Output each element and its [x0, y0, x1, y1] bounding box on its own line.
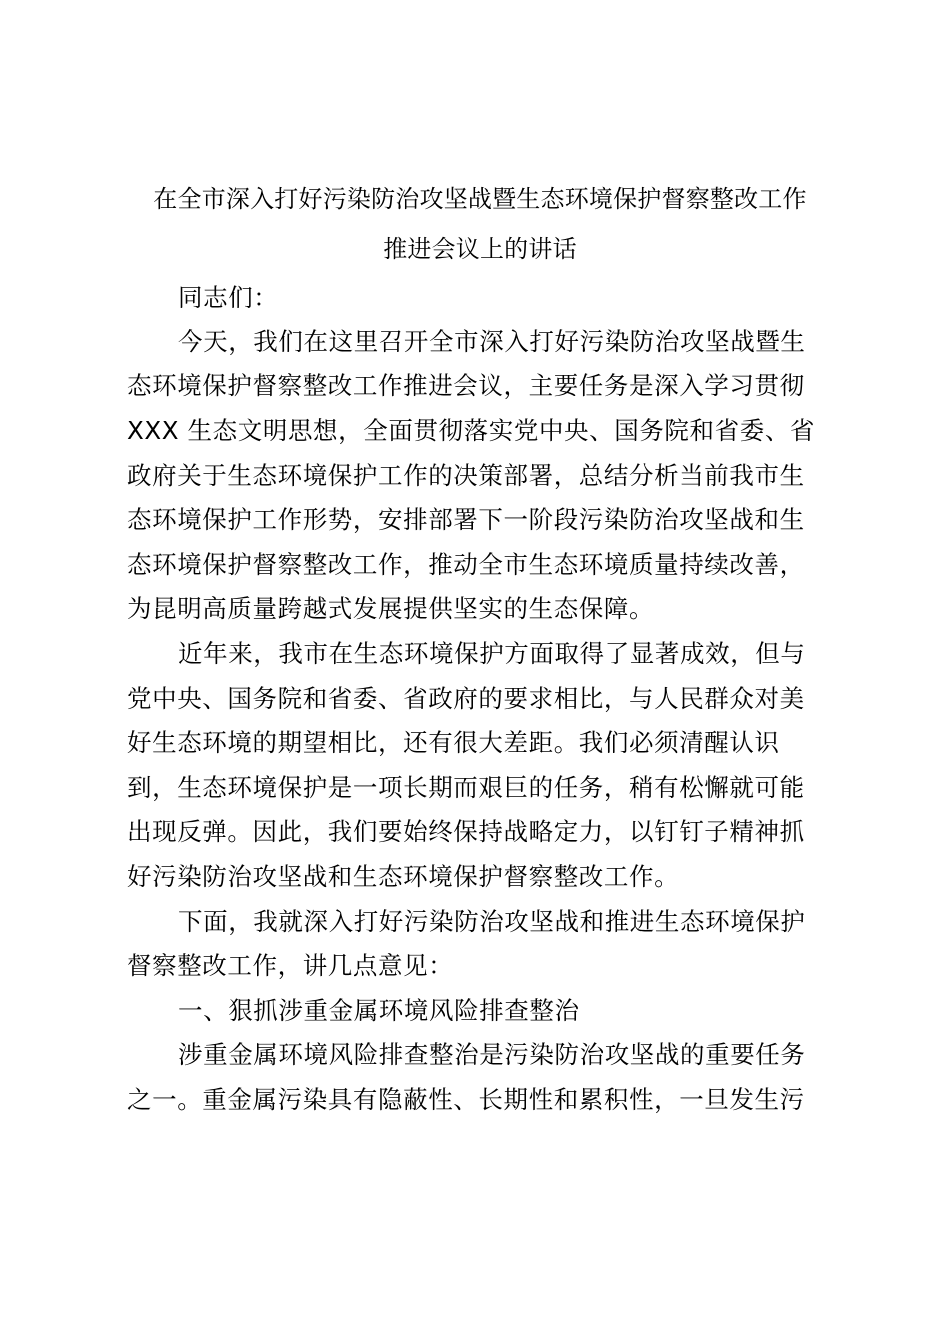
- paragraph-line: 好生态环境的期望相比，还有很大差距。我们必须清醒认识: [127, 728, 780, 757]
- paragraph-line: 为昆明高质量跨越式发展提供坚实的生态保障。: [127, 594, 655, 623]
- paragraph-line: 近年来，我市在生态环境保护方面取得了显著成效，但与: [178, 639, 806, 668]
- paragraph-line: 好污染防治攻坚战和生态环境保护督察整改工作。: [127, 862, 680, 891]
- section-heading: 一、狠抓涉重金属环境风险排查整治: [178, 996, 580, 1025]
- paragraph-line: XXX 生态文明思想，全面贯彻落实党中央、国务院和省委、省: [127, 416, 816, 445]
- paragraph-line: 态环境保护工作形势，安排部署下一阶段污染防治攻坚战和生: [127, 505, 805, 534]
- paragraph-line: 涉重金属环境风险排查整治是污染防治攻坚战的重要任务: [178, 1040, 806, 1069]
- paragraph-line: 到，生态环境保护是一项长期而艰巨的任务，稍有松懈就可能: [127, 773, 805, 802]
- document-title-line-2: 推进会议上的讲话: [383, 235, 577, 263]
- paragraph-line: 下面，我就深入打好污染防治攻坚战和推进生态环境保护: [178, 907, 806, 936]
- paragraph-line: 之一。重金属污染具有隐蔽性、长期性和累积性，一旦发生污: [127, 1085, 805, 1114]
- paragraph-line: 党中央、国务院和省委、省政府的要求相比，与人民群众对美: [127, 684, 805, 713]
- paragraph-line: 态环境保护督察整改工作推进会议，主要任务是深入学习贯彻: [127, 371, 805, 400]
- paragraph-line: 今天，我们在这里召开全市深入打好污染防治攻坚战暨生: [178, 327, 806, 356]
- salutation: 同志们：: [178, 283, 279, 312]
- paragraph-line: 态环境保护督察整改工作，推动全市生态环境质量持续改善，: [127, 550, 805, 579]
- document-title-line-1: 在全市深入打好污染防治攻坚战暨生态环境保护督察整改工作: [153, 185, 807, 213]
- paragraph-line: 督察整改工作，讲几点意见：: [127, 951, 454, 980]
- paragraph-line: 政府关于生态环境保护工作的决策部署，总结分析当前我市生: [127, 461, 805, 490]
- paragraph-line: 出现反弹。因此，我们要始终保持战略定力，以钉钉子精神抓: [127, 817, 805, 846]
